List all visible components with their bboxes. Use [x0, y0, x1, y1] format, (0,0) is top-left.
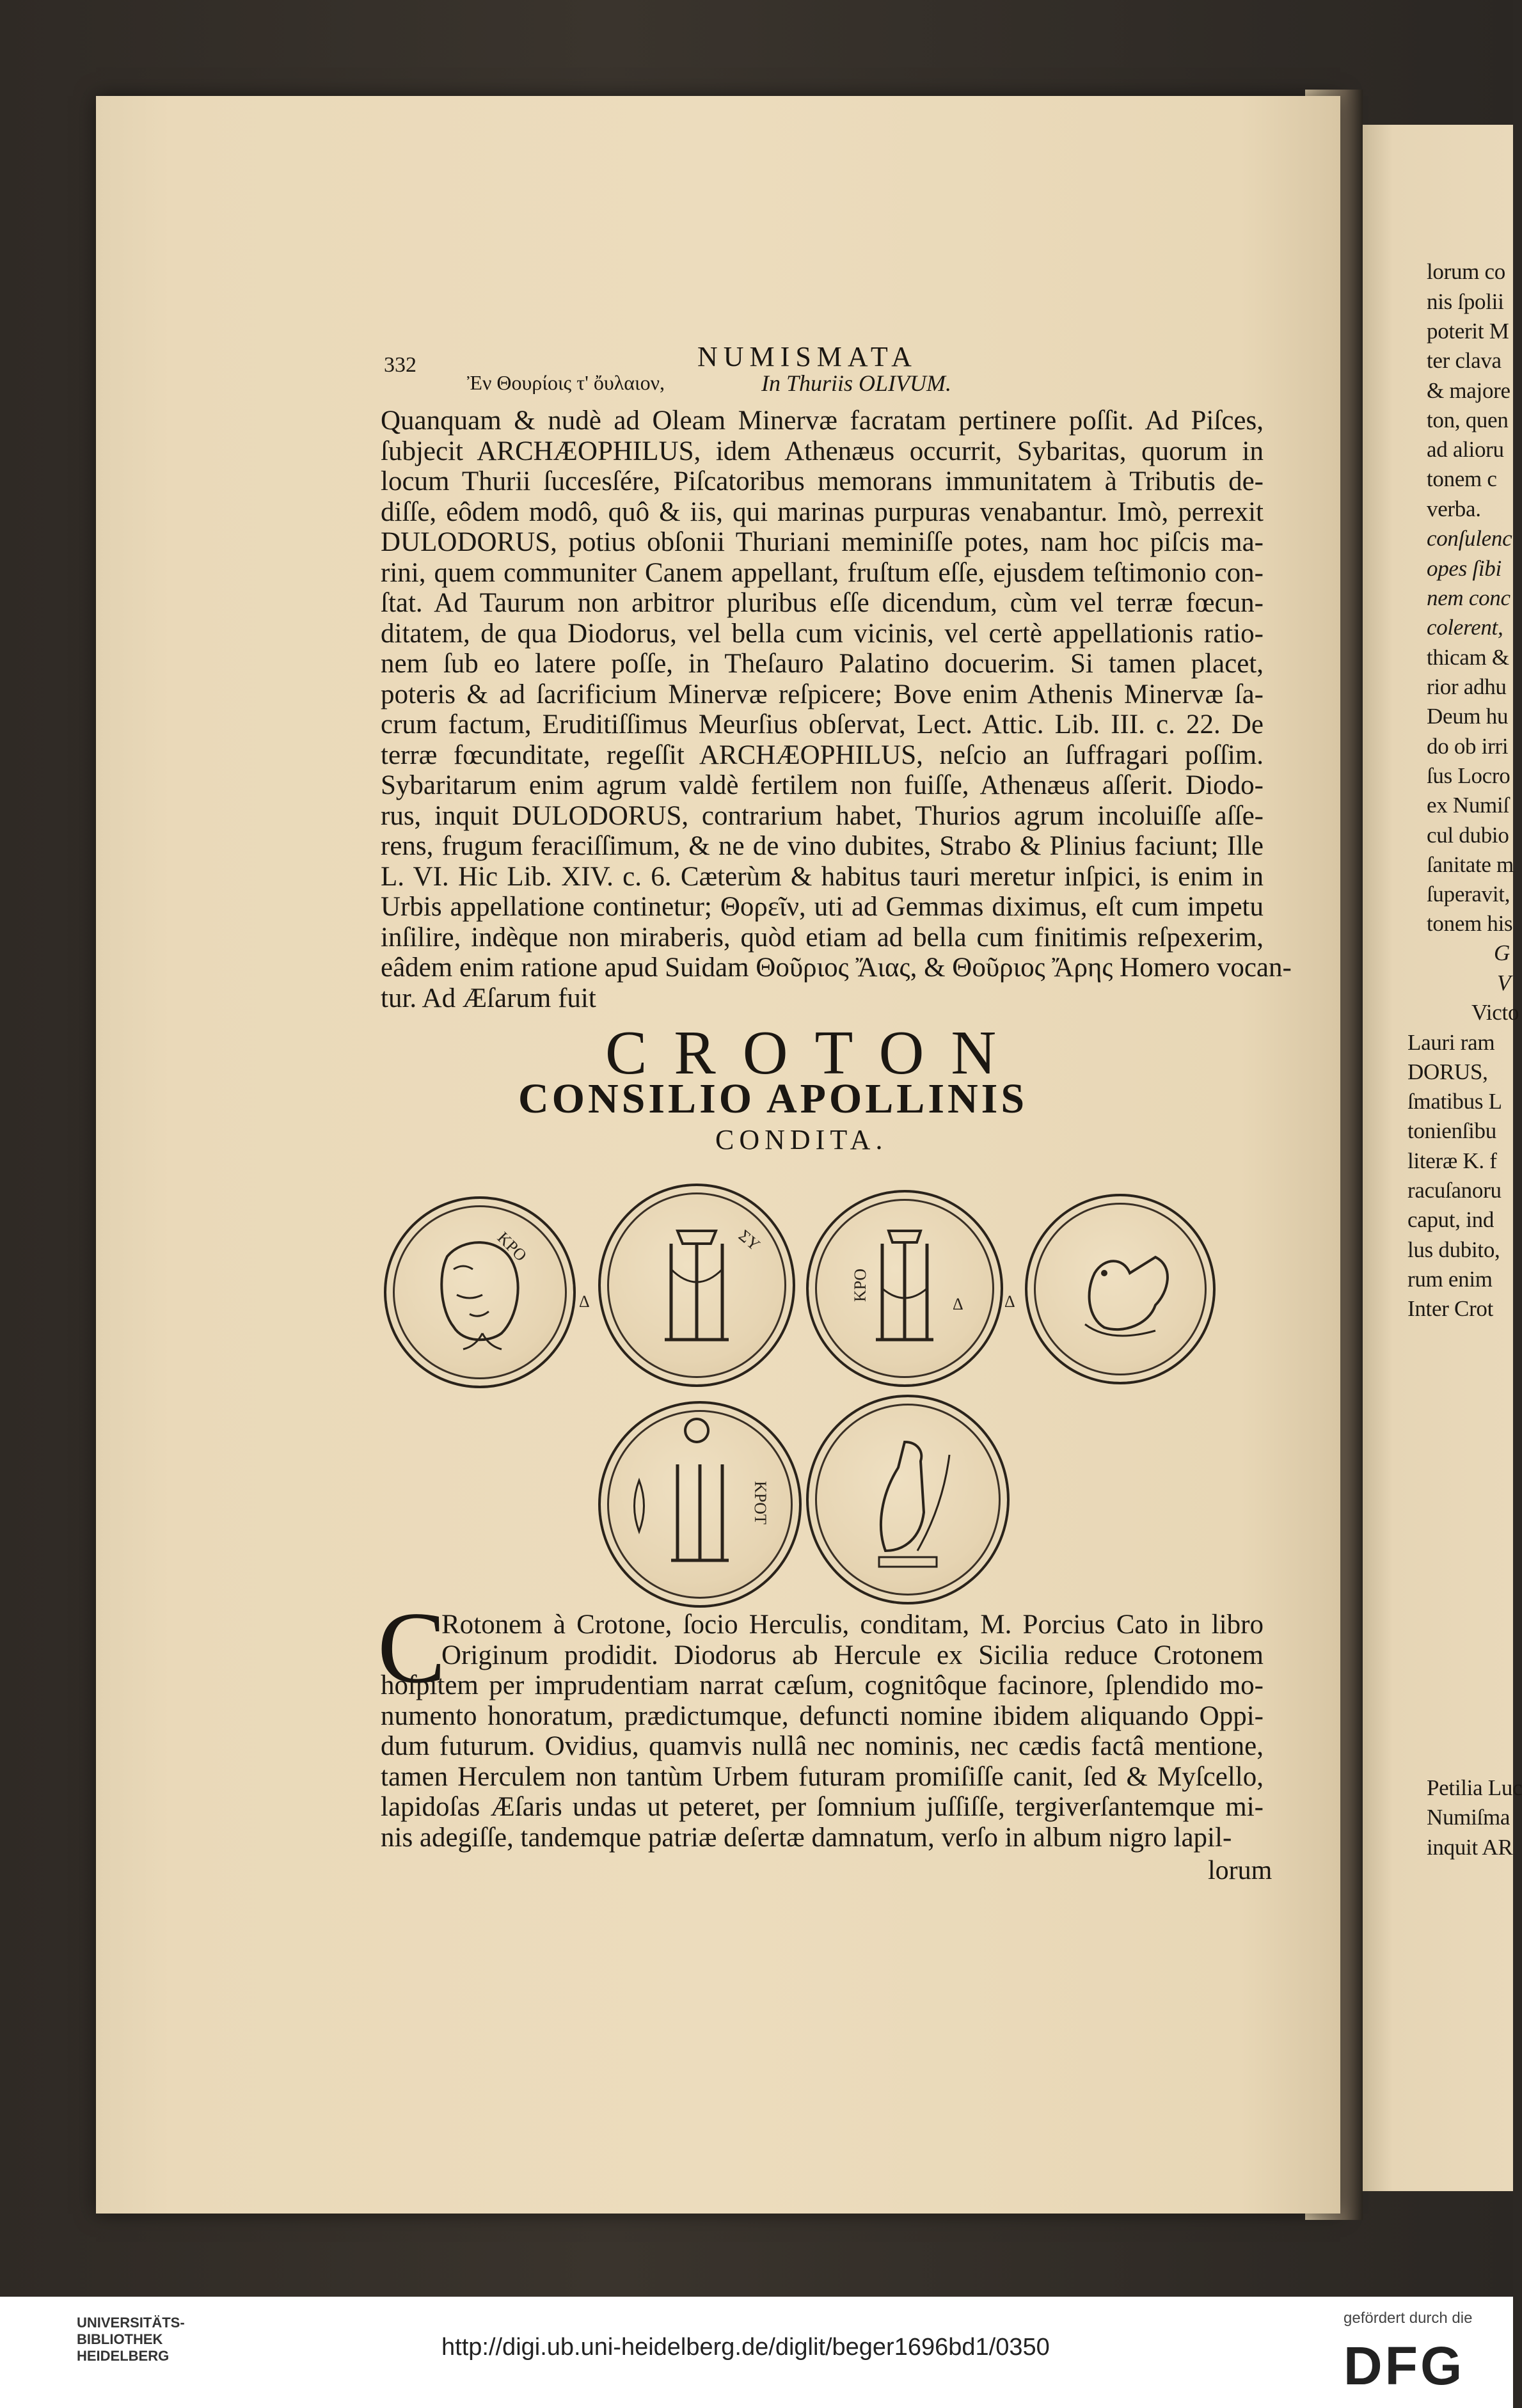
- text-line: ditatem, de qua Diodorus, vel bella cum vicinis, vel certè appellationis ratio-: [381, 618, 1264, 649]
- facing-text-line: Inter Crot: [1407, 1296, 1494, 1321]
- coin-hercules-head: [384, 1196, 576, 1388]
- facing-text-line: nem conc: [1427, 585, 1510, 610]
- hercules-head-icon: [386, 1199, 573, 1386]
- funded-by-text: gefördert durch die: [1344, 2309, 1473, 2327]
- page-number: 332: [384, 353, 416, 377]
- text-line: hoſpitem per imprudentiam narrat cæſum, cognitôque facinore, ſplendido mo-: [381, 1670, 1264, 1700]
- text-line: nis adegiſſe, tandemque patriæ deſertæ damnatum, verſo in album nigro lapil-: [381, 1822, 1232, 1853]
- facing-text-line: rum enim: [1407, 1267, 1493, 1292]
- coin-mark: Δ: [953, 1295, 963, 1313]
- facing-text-line: ſmatibus L: [1407, 1089, 1502, 1114]
- text-line: terræ fœcunditate, regeſſit ARCHÆOPHILUS, neſcio an ſuffragari poſſim.: [381, 740, 1264, 770]
- latin-caption: In Thuriis OLIVUM.: [761, 370, 952, 396]
- text-line: diſſe, eôdem modô, quô & iis, qui marinas purpuras venabantur. Imò, perrexit: [381, 496, 1264, 527]
- greek-caption: Ἐν Θουρίοις τ' ὄυλαιον,: [467, 371, 665, 394]
- facing-text-line: tonem c: [1427, 466, 1497, 491]
- facing-text-line: ter clava: [1427, 348, 1502, 373]
- coin-legend: ΚΡΟ: [851, 1268, 870, 1303]
- facing-text-line: conſulenc: [1427, 526, 1512, 551]
- coin-eagle: [1004, 1194, 1216, 1384]
- coin-mark: Δ: [579, 1292, 590, 1311]
- facing-text-line: lus dubito,: [1407, 1237, 1500, 1262]
- coin-tripod-sy: [598, 1184, 795, 1387]
- text-line: numento honoratum, prædictumque, defuncti nomine ibidem aliquando Oppi-: [381, 1700, 1264, 1731]
- text-line: Quanquam & nudè ad Oleam Minervæ facratam pertinere poſſit. Ad Piſces,: [381, 406, 1264, 436]
- facing-text-line: rior adhu: [1427, 674, 1507, 699]
- text-line: rus, inquit DULODORUS, contrarium habet, Thurios agrum incoluiſſe aſſe-: [381, 800, 1264, 831]
- text-line: dum futurum. Ovidius, quamvis nullâ nec nominis, nec cædis factâ mentione,: [381, 1731, 1264, 1761]
- facing-text-line: nis ſpolii: [1427, 289, 1504, 314]
- tripod-icon: [809, 1192, 1001, 1384]
- facing-text-line: G: [1494, 940, 1510, 965]
- facing-text-line: ex Numiſ: [1427, 793, 1509, 818]
- section-subtitle-condita: CONDITA.: [715, 1124, 888, 1155]
- text-line: Sybaritarum enim agrum valdè fertilem non fuiſſe, Athenæus aſſerit. Diodo-: [381, 770, 1264, 800]
- facing-text-line: lorum co: [1427, 259, 1505, 284]
- coin-legend: ΚΡΟ: [493, 1228, 531, 1265]
- facing-text-line: colerent,: [1427, 615, 1503, 640]
- text-line: Urbis appellatione continetur; Θορεῖν, uti ad Gemmas diximus, eſt cum impetu: [381, 892, 1264, 922]
- coin-eagle-branch: [806, 1395, 1010, 1604]
- facing-text-line: opes ſibi: [1427, 556, 1502, 581]
- text-line: inſilire, indèque non miraberis, quòd etiam ad bella cum finitimis reſpexerim,: [381, 922, 1264, 953]
- text-line: lapidoſas Æſaris undas ut peteret, per ſomnium juſſiſſe, tergiverſantemque mi-: [381, 1792, 1264, 1822]
- coin-tripod-krot: [598, 1401, 802, 1608]
- text-line: L. VI. Hic Lib. XIV. c. 6. Cæterùm & habitus tauri meretur inſpici, is enim in: [381, 861, 1264, 892]
- facing-text-line: do ob irri: [1427, 734, 1509, 759]
- facing-text-line: ton, quen: [1427, 408, 1509, 432]
- text-line: rens, frugum feraciſſimum, & ne de vino dubites, Strabo & Plinius faciunt; Ille: [381, 831, 1264, 861]
- text-line: tamen Herculem non tantùm Urbem futuram promiſiſſe canit, ſed & Myſcello,: [381, 1761, 1264, 1792]
- university-library-logo: UNIVERSITÄTS- BIBLIOTHEK HEIDELBERG: [77, 2315, 185, 2364]
- facing-text-line: thicam &: [1427, 645, 1509, 670]
- facing-text-line: Deum hu: [1427, 704, 1509, 729]
- text-line: ſtat. Ad Taurum non arbitror pluribus eſſe dicendum, cùm vel terræ fœcun-: [381, 588, 1264, 618]
- facing-text-line: ſanitate m: [1427, 852, 1514, 877]
- facing-text-line: verba.: [1427, 496, 1481, 521]
- text-line: rini, quem communiter Canem appellant, fruſtum eſſe, ejusdem teſtimonio con-: [381, 557, 1264, 588]
- permalink-url[interactable]: http://digi.ub.uni-heidelberg.de/diglit/beger1696bd1/0350: [441, 2334, 1050, 2361]
- coin-legend: ΣΥ: [734, 1226, 764, 1255]
- section-title: CROTON: [605, 1018, 1024, 1088]
- dfg-logo: DFG: [1344, 2336, 1465, 2396]
- text-line: crum factum, Eruditiſſimus Meurſius obſervat, Lect. Attic. Lib. III. c. 22. De: [381, 709, 1264, 740]
- facing-text-line: caput, ind: [1407, 1207, 1494, 1232]
- text-line: poteris & ad ſacrificium Minervæ reſpicere; Bove enim Athenis Minervæ ſa-: [381, 679, 1264, 709]
- facing-text-line: Victo: [1471, 1000, 1519, 1025]
- tripod-icon: [601, 1186, 793, 1384]
- text-line: locum Thurii ſuccesſére, Piſcatoribus memorans immunitatem à Tributis de-: [381, 466, 1264, 496]
- facing-text-line: literæ K. f: [1407, 1148, 1497, 1173]
- eagle-icon: [1027, 1196, 1213, 1382]
- facing-text-line: ſus Locro: [1427, 763, 1510, 788]
- text-line: DULODORUS, potius obſonii Thuriani meminiſſe potes, nam hoc piſcis ma-: [381, 527, 1264, 557]
- coin-tripod-kro: [806, 1190, 1003, 1387]
- catchword: lorum: [1208, 1856, 1272, 1885]
- running-head: NUMISMATA: [697, 341, 917, 372]
- facing-text-line: Lauri ram: [1407, 1030, 1495, 1055]
- facing-text-line: V: [1497, 970, 1511, 995]
- facing-text-line: ſuperavit,: [1427, 882, 1510, 907]
- facing-text-line: tonienſibu: [1407, 1118, 1496, 1143]
- eagle-icon: [809, 1397, 1007, 1602]
- facing-text-line: tonem his: [1427, 911, 1513, 936]
- facing-text-line: ad alioru: [1427, 437, 1504, 462]
- facing-text-line: poterit M: [1427, 319, 1509, 344]
- facing-text-line: & majore: [1427, 378, 1510, 403]
- coin-mark: Δ: [1004, 1292, 1015, 1311]
- text-line: eâdem enim ratione apud Suidam Θοῦριος Ἄιας, & Θοῦριος Ἄρης Homero vocan-: [381, 953, 1292, 983]
- text-line: Originum prodidit. Diodorus ab Hercule ex Sicilia reduce Crotonem: [441, 1640, 1264, 1670]
- text-line: tur. Ad Æſarum fuit: [381, 983, 596, 1013]
- coin-legend: ΚΡΟΤ: [750, 1481, 770, 1525]
- facing-text-line: Numiſma: [1427, 1805, 1510, 1830]
- facing-text-line: cul dubio: [1427, 823, 1509, 848]
- text-line: Rotonem à Crotone, ſocio Herculis, conditam, M. Porcius Cato in libro: [441, 1610, 1264, 1640]
- facing-text-line: racuſanoru: [1407, 1178, 1502, 1203]
- drop-cap: C: [377, 1590, 446, 1704]
- facing-page: [1363, 125, 1522, 2191]
- text-line: nem ſub eo latere poſſe, in Theſauro Palatino docuerim. Si tamen placet,: [381, 649, 1264, 679]
- section-subtitle: CONSILIO APOLLINIS: [518, 1075, 1028, 1122]
- facing-text-line: DORUS,: [1407, 1059, 1488, 1084]
- facing-text-line: inquit AR: [1427, 1835, 1513, 1860]
- text-line: ſubjecit ARCHÆOPHILUS, idem Athenæus occurrit, Sybaritas, quorum in: [381, 436, 1264, 466]
- facing-text-line: Petilia Luc: [1427, 1775, 1522, 1800]
